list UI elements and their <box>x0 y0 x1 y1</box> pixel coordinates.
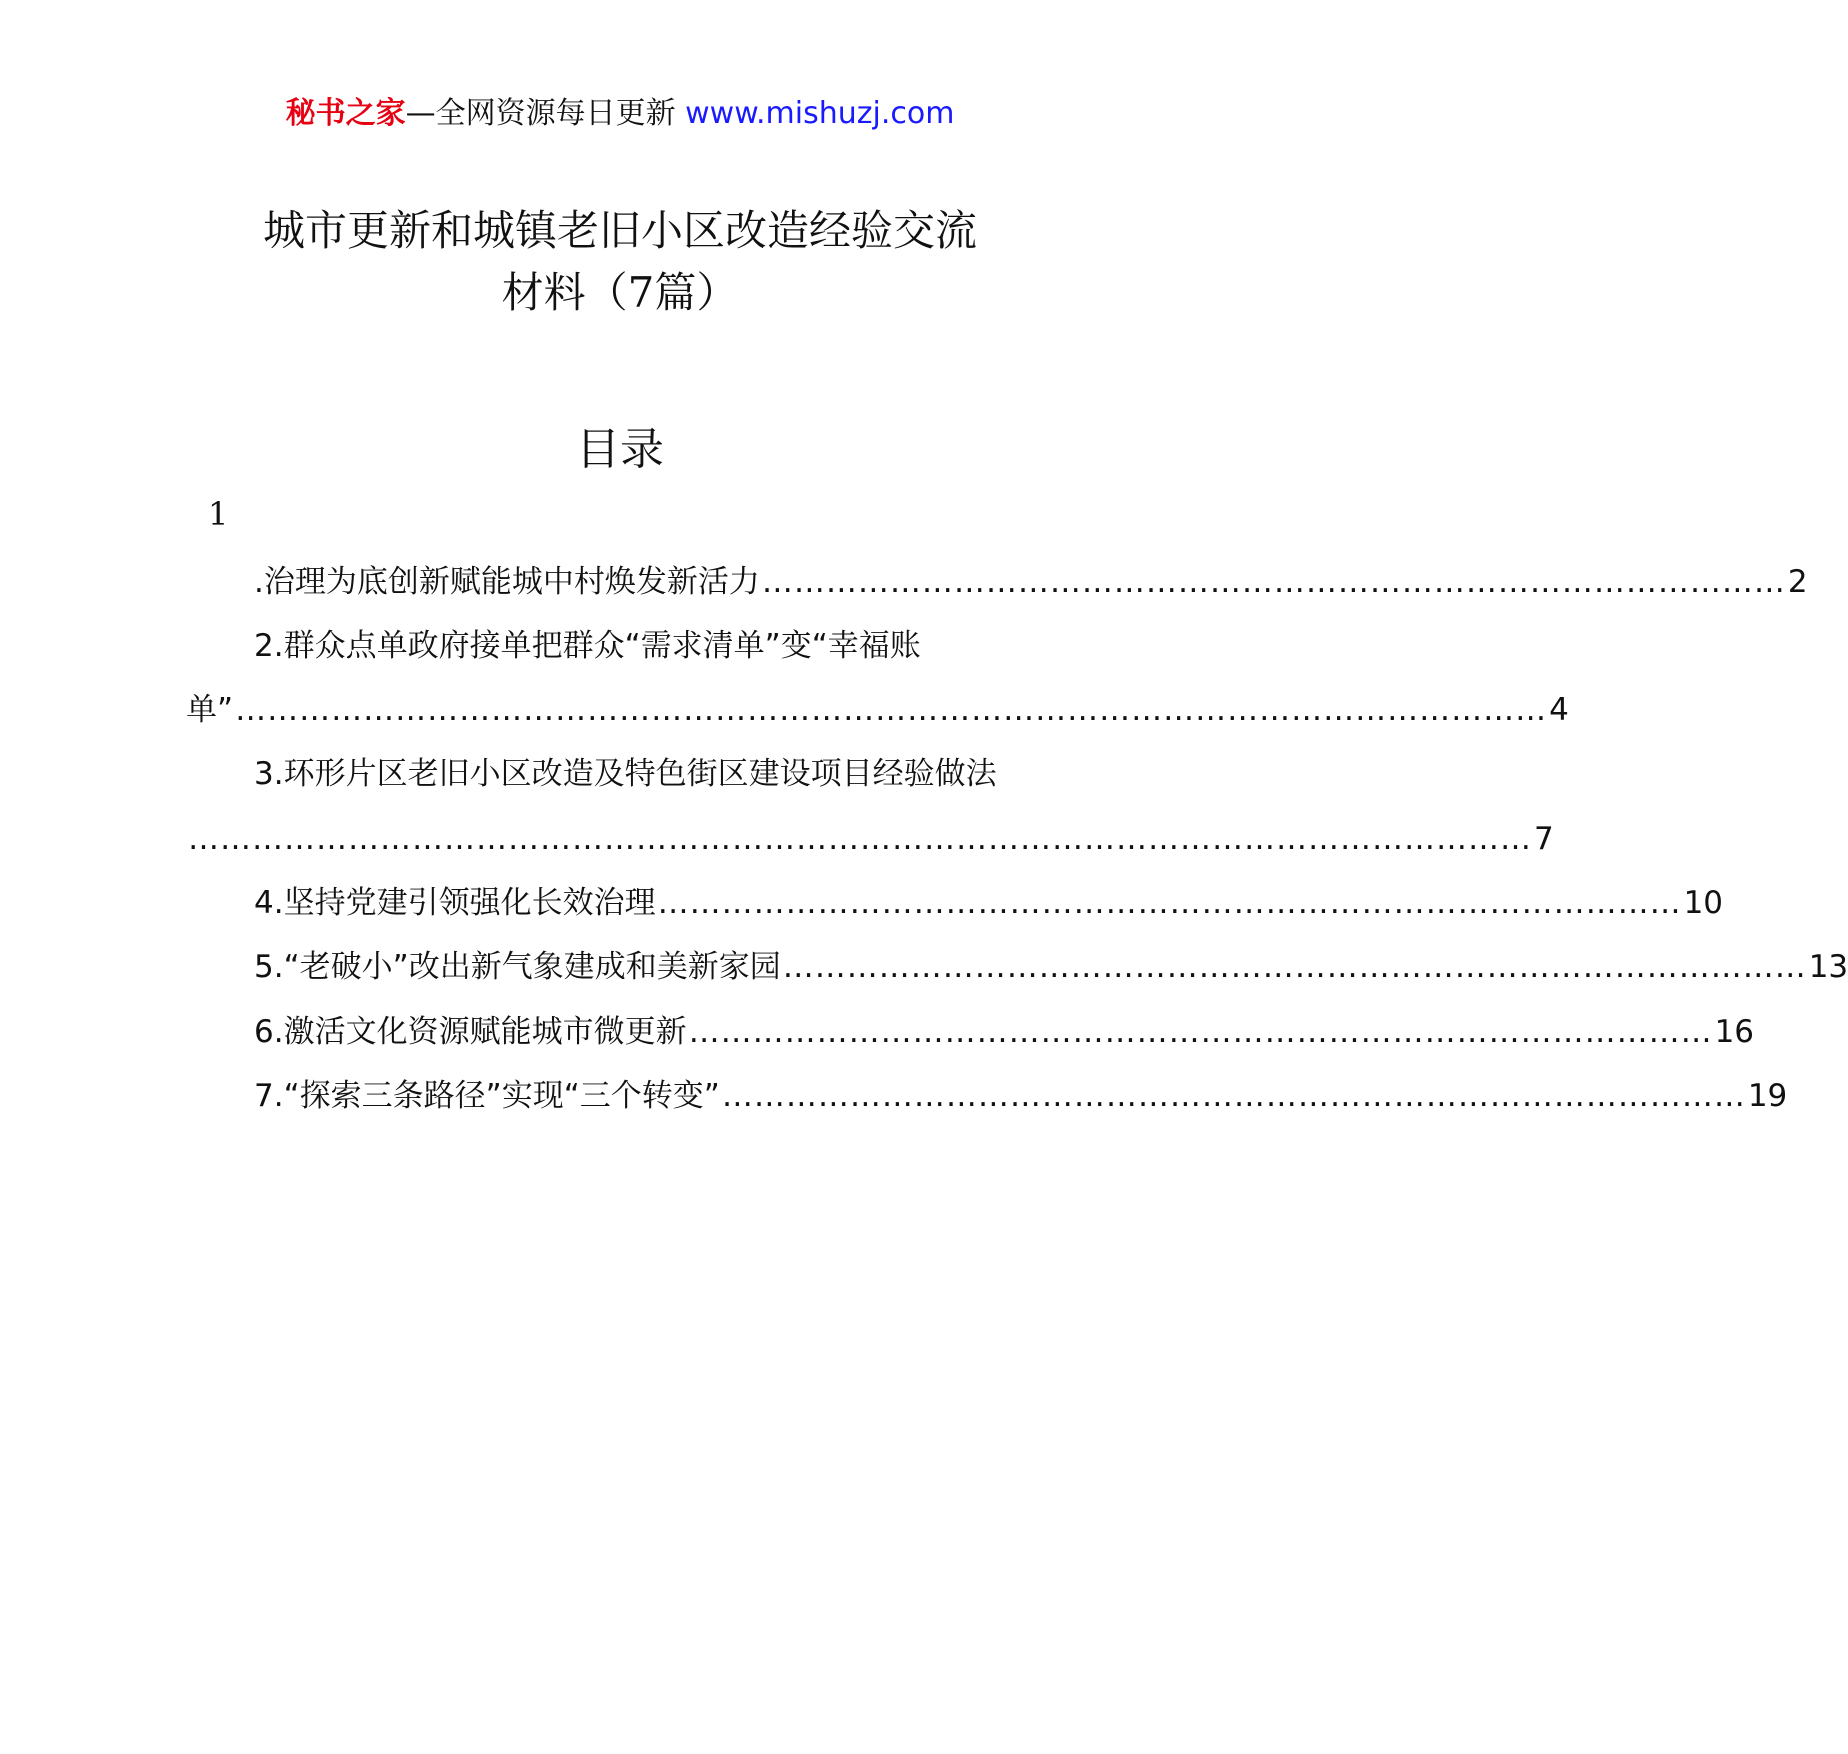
toc-entry-page: 10 <box>1683 885 1724 921</box>
brand-name: 秘书之家 <box>285 96 406 131</box>
toc-heading: 目录 <box>576 424 664 475</box>
toc-entry-title: 7.“探索三条路径”实现“三个转变” <box>254 1078 720 1114</box>
toc-leader-dots: …………………………………………………………………………………… <box>761 564 1786 600</box>
title-line-2-prefix: 材料（ <box>501 268 628 317</box>
toc-entry-title-continued: 单” <box>186 692 234 728</box>
title-line-1: 城市更新和城镇老旧小区改造经验交流 <box>262 206 977 255</box>
title-count: 7 <box>627 268 655 317</box>
toc-entry-title: .治理为底创新赋能城中村焕发新活力 <box>254 564 760 600</box>
toc-entry-title: 4.坚持党建引领强化长效治理 <box>254 885 656 921</box>
toc-entry-4[interactable] <box>254 881 1724 925</box>
toc-entry-page: 13 <box>1808 949 1848 985</box>
toc-leader-dots: …………………………………………………………………………………… <box>721 1078 1746 1114</box>
toc-entry-2-continued[interactable] <box>186 688 1569 732</box>
toc-entry-page: 7 <box>1534 821 1554 857</box>
toc-entry-page: 19 <box>1747 1078 1788 1114</box>
toc-entry-page: 4 <box>1549 692 1569 728</box>
title-line-2-suffix: 篇） <box>654 268 739 317</box>
toc-entry-page: 2 <box>1787 564 1808 600</box>
toc-leader-dots: …………………………………………………………………………………… <box>782 949 1807 985</box>
document-title <box>0 200 1240 324</box>
toc-entry-title: 2.群众点单政府接单把群众“需求清单”变“幸福账 <box>254 628 921 664</box>
toc-leader-dots: …………………………………………………………………………………… <box>688 1014 1713 1050</box>
toc-leader-dots: ……………………………………………………………………………………………………………… <box>188 821 1532 857</box>
toc-entry-7[interactable] <box>254 1074 1788 1118</box>
stray-number: 1 <box>208 495 229 533</box>
title-line-2 <box>0 262 1240 324</box>
toc-entry-3[interactable] <box>254 752 1048 796</box>
toc-entry-6[interactable] <box>254 1010 1755 1054</box>
site-url-link[interactable]: www.mishuzj.com <box>685 96 955 131</box>
toc-entry-title: 5.“老破小”改出新气象建成和美新家园 <box>254 949 781 985</box>
site-header <box>0 92 1240 136</box>
toc-entry-5[interactable] <box>254 945 1848 989</box>
header-slogan: —全网资源每日更新 <box>405 96 686 131</box>
toc-entry-title: 3.环形片区老旧小区改造及特色街区建设项目经验做法 <box>254 756 997 792</box>
toc-entry-1[interactable] <box>254 560 1808 604</box>
toc-entry-title: 6.激活文化资源赋能城市微更新 <box>254 1014 687 1050</box>
toc-leader-dots: …………………………………………………………………………………… <box>657 885 1682 921</box>
toc-entry-2[interactable] <box>254 624 1048 668</box>
toc-leader-dots: …………………………………………………………………………………………………………… <box>235 692 1548 728</box>
toc-entry-page: 16 <box>1714 1014 1755 1050</box>
toc-entry-3-continued[interactable] <box>186 817 1554 861</box>
